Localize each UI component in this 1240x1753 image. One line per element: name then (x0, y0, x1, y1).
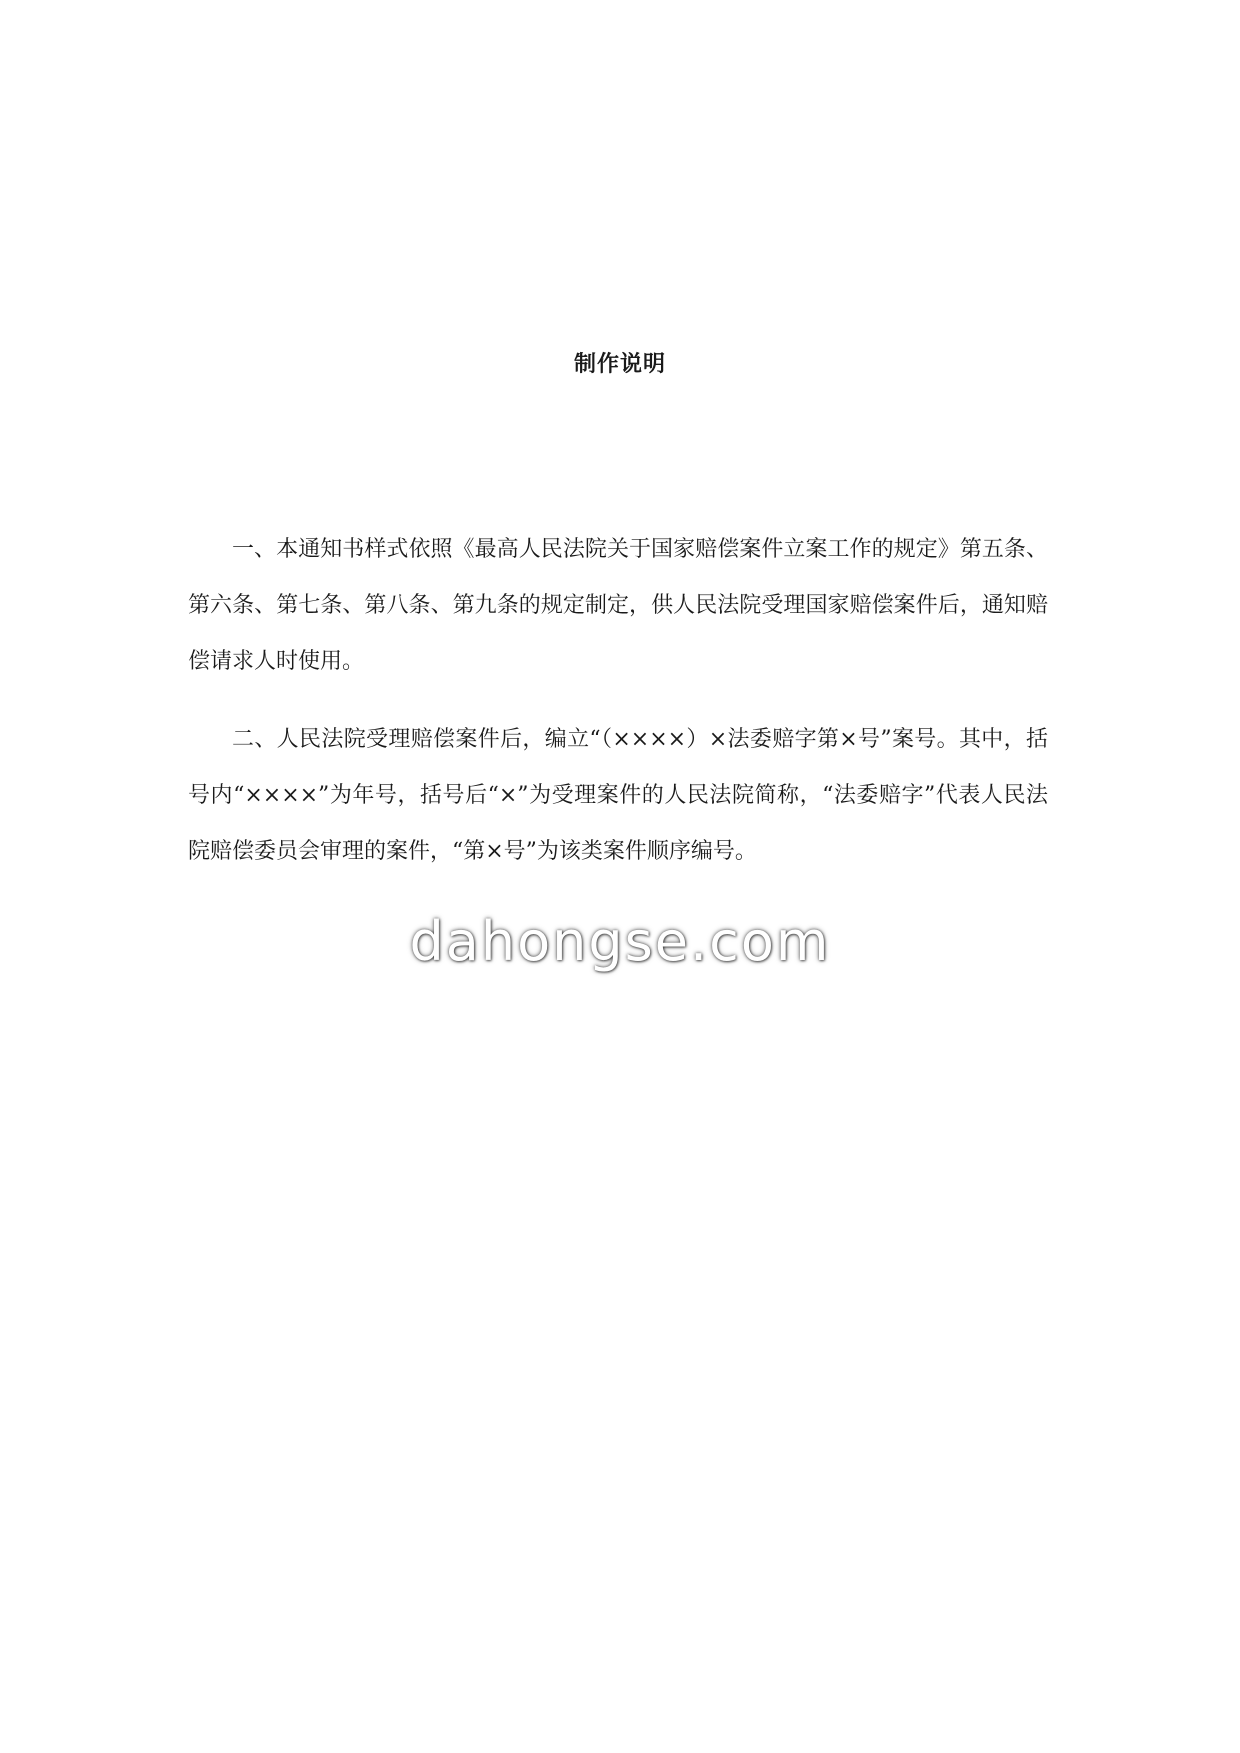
document-body (188, 522, 1048, 880)
paragraph-1: 一、本通知书样式依照《最高人民法院关于国家赔偿案件立案工作的规定》第五条、第六条、第七条、第八条、第九条的规定制定，供人民法院受理国家赔偿案件后，通知赔偿请求人时使用。 (188, 537, 1048, 674)
document-title: 制作说明 (573, 351, 666, 377)
watermark: dahongse.com (409, 910, 831, 973)
paragraph-2: 二、人民法院受理赔偿案件后，编立“（××××）×法委赔字第×号”案号。其中，括号内“××××”为年号，括号后“×”为受理案件的人民法院简称，“法委赔字”代表人民法院赔偿委员会审理的案件，“第×号”为该类案件顺序编号。 (188, 727, 1048, 864)
